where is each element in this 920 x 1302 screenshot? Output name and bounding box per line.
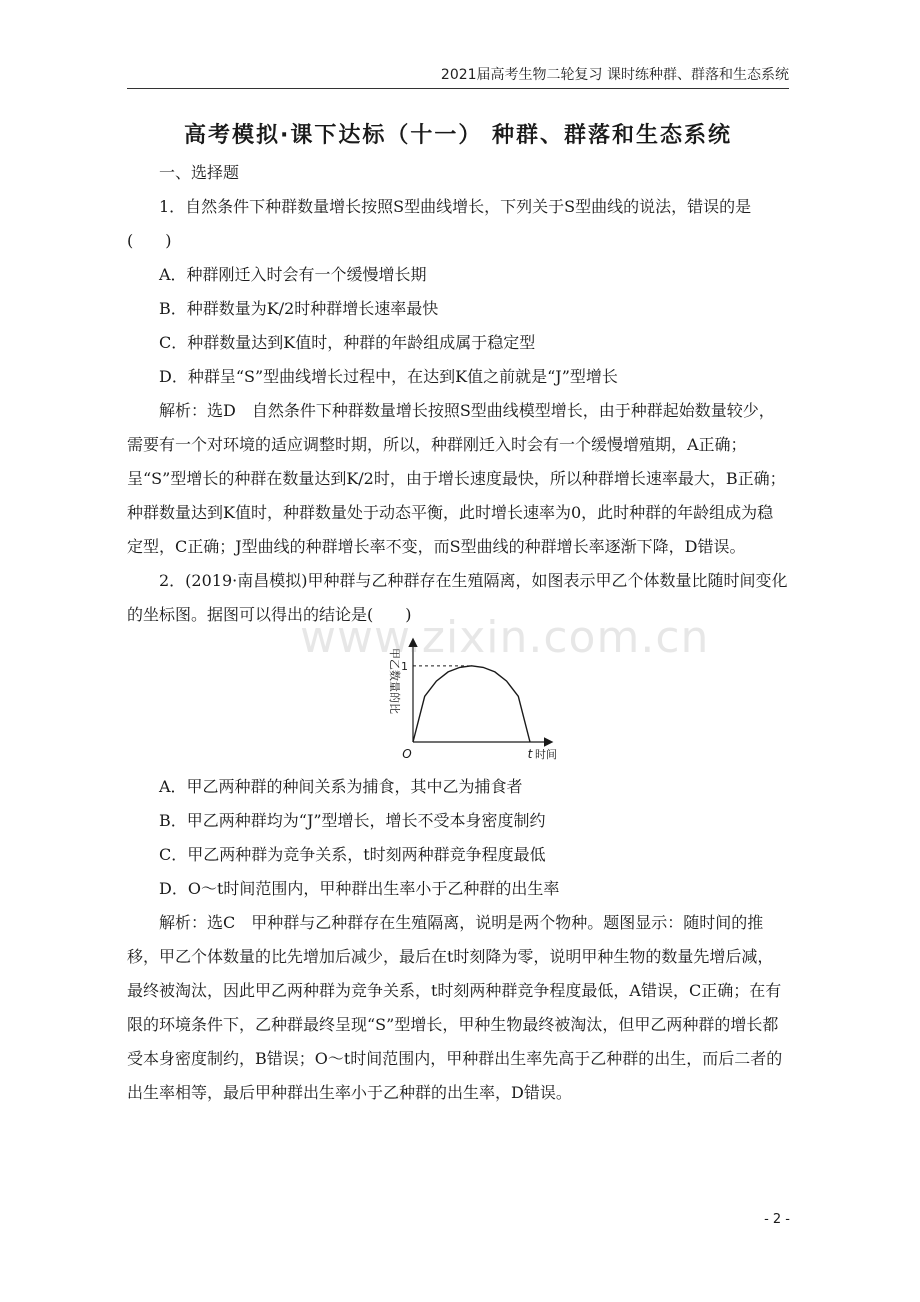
question-1-option-d: D．种群呈“S”型曲线增长过程中，在达到K值之前就是“J”型增长 [159,367,618,386]
section-heading: 一、选择题 [159,163,240,182]
page-title: 高考模拟·课下达标（十一） 种群、群落和生态系统 [183,123,733,148]
question-2-option-d: D．O～t时间范围内，甲种群出生率小于乙种群的出生率 [159,879,560,898]
question-2-option-a: A．甲乙两种群的种间关系为捕食，其中乙为捕食者 [159,777,523,796]
watermark: www.zixin.com.cn [300,612,710,663]
question-1-option-c: C．种群数量达到K值时，种群的年龄组成属于稳定型 [159,333,536,352]
header-rule [127,88,789,89]
question-1-analysis: 解析：选D 自然条件下种群数量增长按照S型曲线模型增长，由于种群起始数量较少，需要有一个对环境的适应调整时期，所以，种群刚迁入时会有一个缓慢增殖期，A正确；呈“S”型增长的种群在数量达到K/2时，由于增长速度最快，所以种群增长速率最大，B正确；种群数量达到K值时，种群数量处于动态平衡，此时增长速率为0，此时种群的年龄组成为稳定型，C正确；J型曲线的种群增长率不变，而S型曲线的种群增长率逐渐下降，D错误。 [127,401,786,556]
y-tick-label-1: 1 [401,659,408,673]
page-number: - 2 - [764,1212,790,1227]
question-2-stem: 2．(2019·南昌模拟)甲种群与乙种群存在生殖隔离，如图表示甲乙个体数量比随时间变化的坐标图。据图可以得出的结论是( ) [127,571,788,624]
x-tick-label-t: t [527,747,533,761]
question-2-option-c: C．甲乙两种群为竞争关系，t时刻两种群竞争程度最低 [159,845,546,864]
x-axis-label: 时间 [535,748,557,761]
question-1-option-a: A．种群刚迁入时会有一个缓慢增长期 [159,265,427,284]
running-header: 2021届高考生物二轮复习 课时练种群、群落和生态系统 [440,67,789,83]
question-1-stem: 1．自然条件下种群数量增长按照S型曲线增长，下列关于S型曲线的说法，错误的是( ) [127,197,752,250]
ratio-curve [413,666,530,742]
origin-label: O [402,747,412,761]
y-axis-label: 甲乙数量的比 [388,648,401,714]
question-2-analysis: 解析：选C 甲种群与乙种群存在生殖隔离，说明是两个物种。题图显示：随时间的推移，甲乙个体数量的比先增加后减少，最后在t时刻降为零，说明甲种生物的数量先增后减，最终被淘汰，因此甲乙两种群为竞争关系，t时刻两种群竞争程度最低，A错误，C正确；在有限的环境条件下，乙种群最终呈现“S”型增长，甲种生物最终被淘汰，但甲乙两种群的增长都受本身密度制约，B错误；O～t时间范围内，甲种群出生率先高于乙种群的出生，而后二者的出生率相等，最后甲种群出生率小于乙种群的出生率，D错误。 [127,913,783,1102]
question-2-option-b: B．甲乙两种群均为“J”型增长，增长不受本身密度制约 [159,811,546,830]
question-1-option-b: B．种群数量为K/2时种群增长速率最快 [159,299,439,318]
